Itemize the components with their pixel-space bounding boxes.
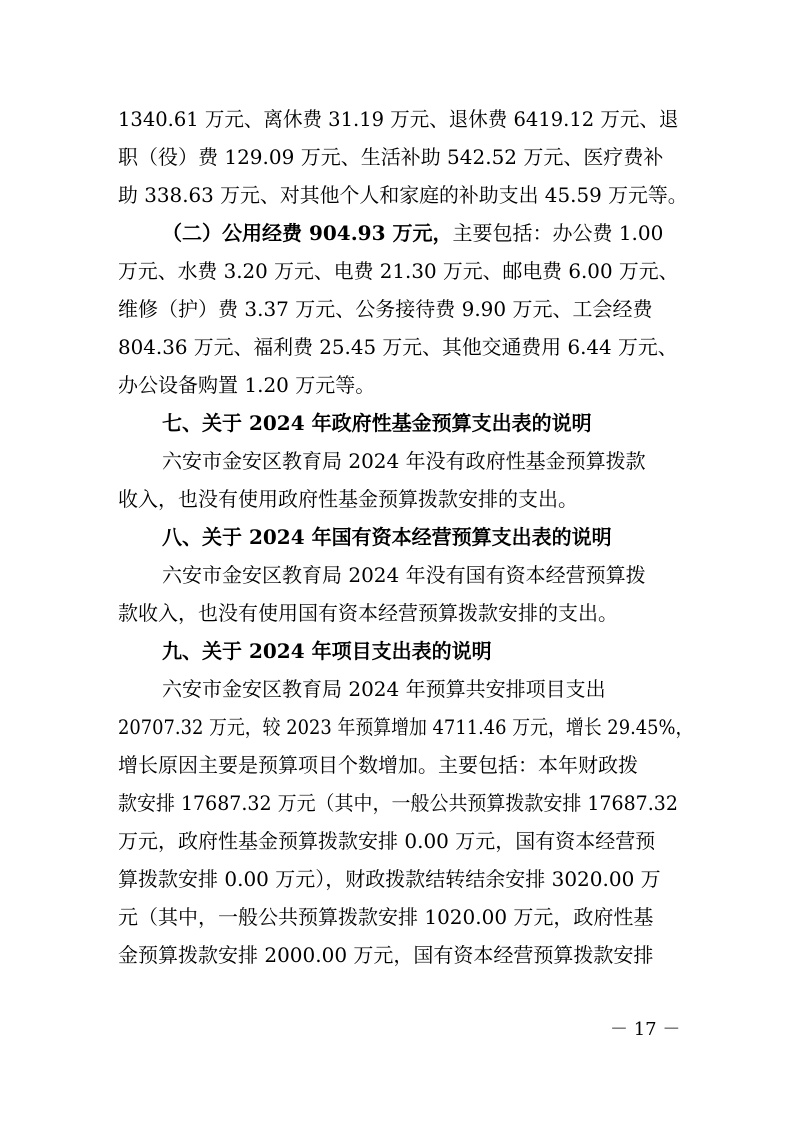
line-text: 万元、水费 3.20 万元、电费 21.30 万元、邮电费 6.00 万元、	[118, 259, 679, 283]
paragraph-line	[118, 141, 678, 173]
paragraph-line	[118, 787, 678, 819]
section-heading-text: 九、关于 2024 年项目支出表的说明	[162, 639, 492, 663]
line-text: 算拨款安排 0.00 万元），财政拨款结转结余安排 3020.00 万	[118, 867, 661, 891]
paragraph-line	[162, 559, 678, 591]
line-text: 六安市金安区教育局 2024 年没有国有资本经营预算拨	[162, 563, 646, 587]
paragraph-line	[118, 369, 678, 401]
paragraph-line	[118, 483, 678, 515]
line-text: 维修（护）费 3.37 万元、公务接待费 9.90 万元、工会经费	[118, 297, 653, 321]
line-text: 款收入，也没有使用国有资本经营预算拨款安排的支出。	[118, 601, 618, 625]
line-text: 主要包括：办公费 1.00	[452, 221, 664, 245]
line-text: 助 338.63 万元、对其他个人和家庭的补助支出 45.59 万元等。	[118, 183, 688, 207]
paragraph-line	[118, 331, 678, 363]
section-heading-line	[162, 217, 682, 249]
line-text: 款安排 17687.32 万元（其中，一般公共预算拨款安排 17687.32	[118, 791, 678, 815]
line-text: 20707.32 万元，较 2023 年预算增加 4711.46 万元，增长 29.45%，	[118, 715, 694, 739]
paragraph-line	[118, 901, 678, 933]
paragraph-line	[118, 103, 678, 135]
section-heading-text: 八、关于 2024 年国有资本经营预算支出表的说明	[162, 525, 612, 549]
line-text: 金预算拨款安排 2000.00 万元，国有资本经营预算拨款安排	[118, 943, 654, 967]
line-text: 1340.61 万元、离休费 31.19 万元、退休费 6419.12 万元、退	[118, 107, 679, 131]
line-text: 六安市金安区教育局 2024 年没有政府性基金预算拨款	[162, 449, 646, 473]
line-text: 六安市金安区教育局 2024 年预算共安排项目支出	[162, 677, 606, 701]
paragraph-line	[118, 711, 693, 743]
paragraph-line	[118, 597, 678, 629]
line-text: 元（其中，一般公共预算拨款安排 1020.00 万元，政府性基	[118, 905, 654, 929]
section-heading-text: 七、关于 2024 年政府性基金预算支出表的说明	[162, 411, 592, 435]
line-text: 收入，也没有使用政府性基金预算拨款安排的支出。	[118, 487, 578, 511]
paragraph-line	[118, 255, 678, 287]
line-text: 办公设备购置 1.20 万元等。	[118, 373, 376, 397]
paragraph-line	[162, 445, 678, 477]
line-text: 万元，政府性基金预算拨款安排 0.00 万元，国有资本经营预	[118, 829, 656, 853]
paragraph-line	[118, 293, 678, 325]
paragraph-line	[118, 179, 688, 211]
line-text: 职（役）费 129.09 万元、生活补助 542.52 万元、医疗费补	[118, 145, 664, 169]
paragraph-line	[118, 749, 678, 781]
section-heading	[162, 521, 682, 553]
paragraph-line	[118, 939, 678, 971]
line-text: 增长原因主要是预算项目个数增加。主要包括：本年财政拨	[118, 753, 638, 777]
paragraph-line	[118, 863, 678, 895]
page-number: － 17 －	[610, 1019, 681, 1040]
subsection-heading: （二）公用经费 904.93 万元，	[162, 221, 453, 245]
section-heading	[162, 407, 682, 439]
line-text: 804.36 万元、福利费 25.45 万元、其他交通费用 6.44 万元、	[118, 335, 678, 359]
paragraph-line	[118, 825, 678, 857]
section-heading	[162, 635, 682, 667]
paragraph-line	[162, 673, 678, 705]
